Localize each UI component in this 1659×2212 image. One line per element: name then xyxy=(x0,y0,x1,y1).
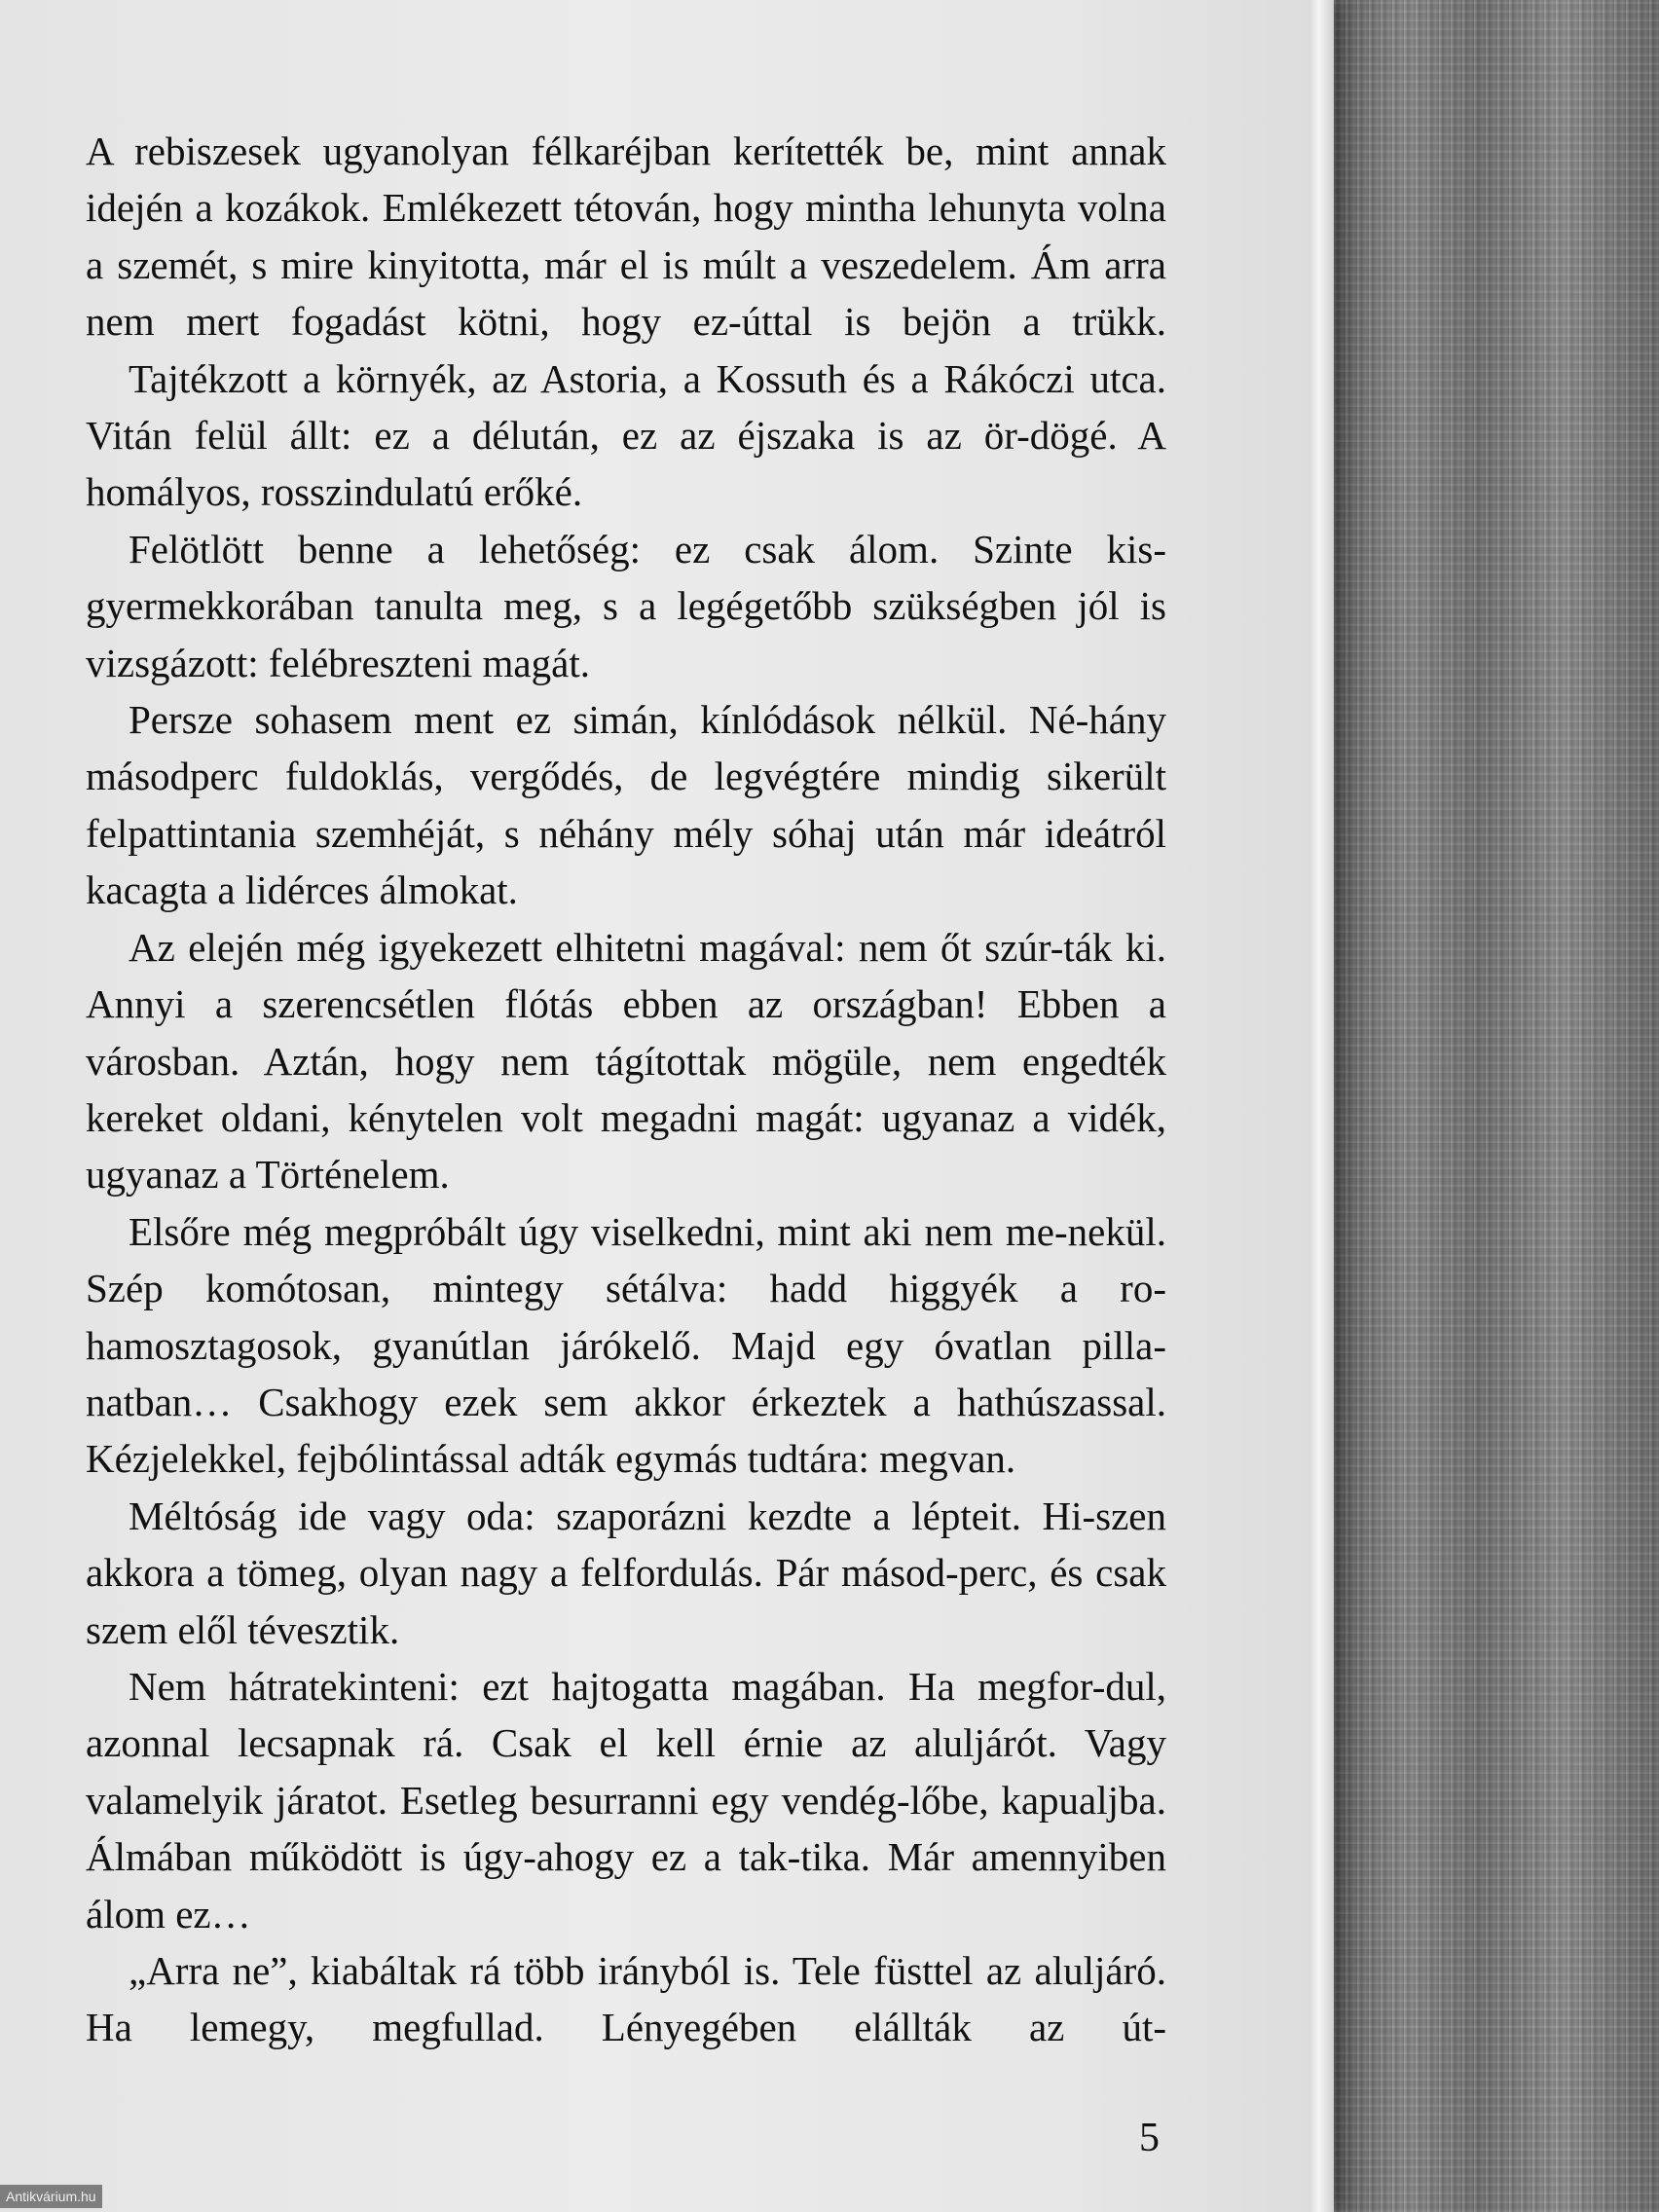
paragraph-1: A rebiszesek ugyanolyan félkaréjban kerítették be, mint annak idején a kozákok. Emlékezett tétován, hogy mintha lehunyta volna a szemét, s mire kinyitotta, már el is múlt a veszedelem. Ám arra nem mert fogadást kötni, hogy ez-úttal is bejön a trükk. xyxy=(86,129,1166,345)
page-edge xyxy=(1309,0,1334,2212)
paragraph-3: Felötlött benne a lehetőség: ez csak álom. Szinte kis-gyermekkorában tanulta meg, s a legégetőbb szükségben jól is vizsgázott: felébreszteni magát. xyxy=(86,526,1166,685)
paragraph-6: Elsőre még megpróbált úgy viselkedni, mint aki nem me-nekül. Szép komótosan, mintegy sétálva: hadd higgyék a ro-hamosztagosok, gyanútlan járókelő. Majd egy óvatlan pilla-natban… Csakhogy ezek sem akkor érkeztek a hathúszassal. Kézjelekkel, fejbólintással adták egymás tudtára: megvan. xyxy=(86,1208,1166,1482)
paragraph-2: Tajtékzott a környék, az Astoria, a Kossuth és a Rákóczi utca. Vitán felül állt: ez a délután, ez az éjszaka is az ör-dögé. A homályos, rosszindulatú erőké. xyxy=(86,355,1166,515)
paragraph-7: Méltóság ide vagy oda: szaporázni kezdte a lépteit. Hi-szen akkora a tömeg, olyan nagy a felfordulás. Pár másod-perc, és csak szem elől tévesztik. xyxy=(86,1493,1166,1652)
watermark: Antikvárium.hu xyxy=(0,2185,102,2208)
body-text xyxy=(86,123,1166,2056)
wood-background xyxy=(1334,0,1659,2212)
paragraph-9: „Arra ne”, kiabáltak rá több irányból is. Tele füsttel az aluljáró. Ha lemegy, megfullad. Lényegében elállták az út- xyxy=(86,1948,1166,2050)
paragraph-5: Az elején még igyekezett elhitetni magával: nem őt szúr-ták ki. Annyi a szerencsétlen flótás ebben az országban! Ebben a városban. Aztán, hogy nem tágítottak mögüle, nem engedték kereket oldani, kénytelen volt megadni magát: ugyanaz a vidék, ugyanaz a Történelem. xyxy=(86,924,1166,1198)
page-number: 5 xyxy=(1139,2116,1160,2160)
paragraph-8: Nem hátratekinteni: ezt hajtogatta magában. Ha megfor-dul, azonnal lecsapnak rá. Csak el kell érnie az aluljárót. Vagy valamelyik járatot. Esetleg besurranni egy vendég-lőbe, kapualjba. Álmában működött is úgy-ahogy ez a tak-tika. Már amennyiben álom ez… xyxy=(86,1663,1166,1936)
paragraph-4: Persze sohasem ment ez simán, kínlódások nélkül. Né-hány másodperc fuldoklás, vergődés, de legvégtére mindig sikerült felpattintania szemhéját, s néhány mély sóhaj után már ideátról kacagta a lidérces álmokat. xyxy=(86,697,1166,913)
